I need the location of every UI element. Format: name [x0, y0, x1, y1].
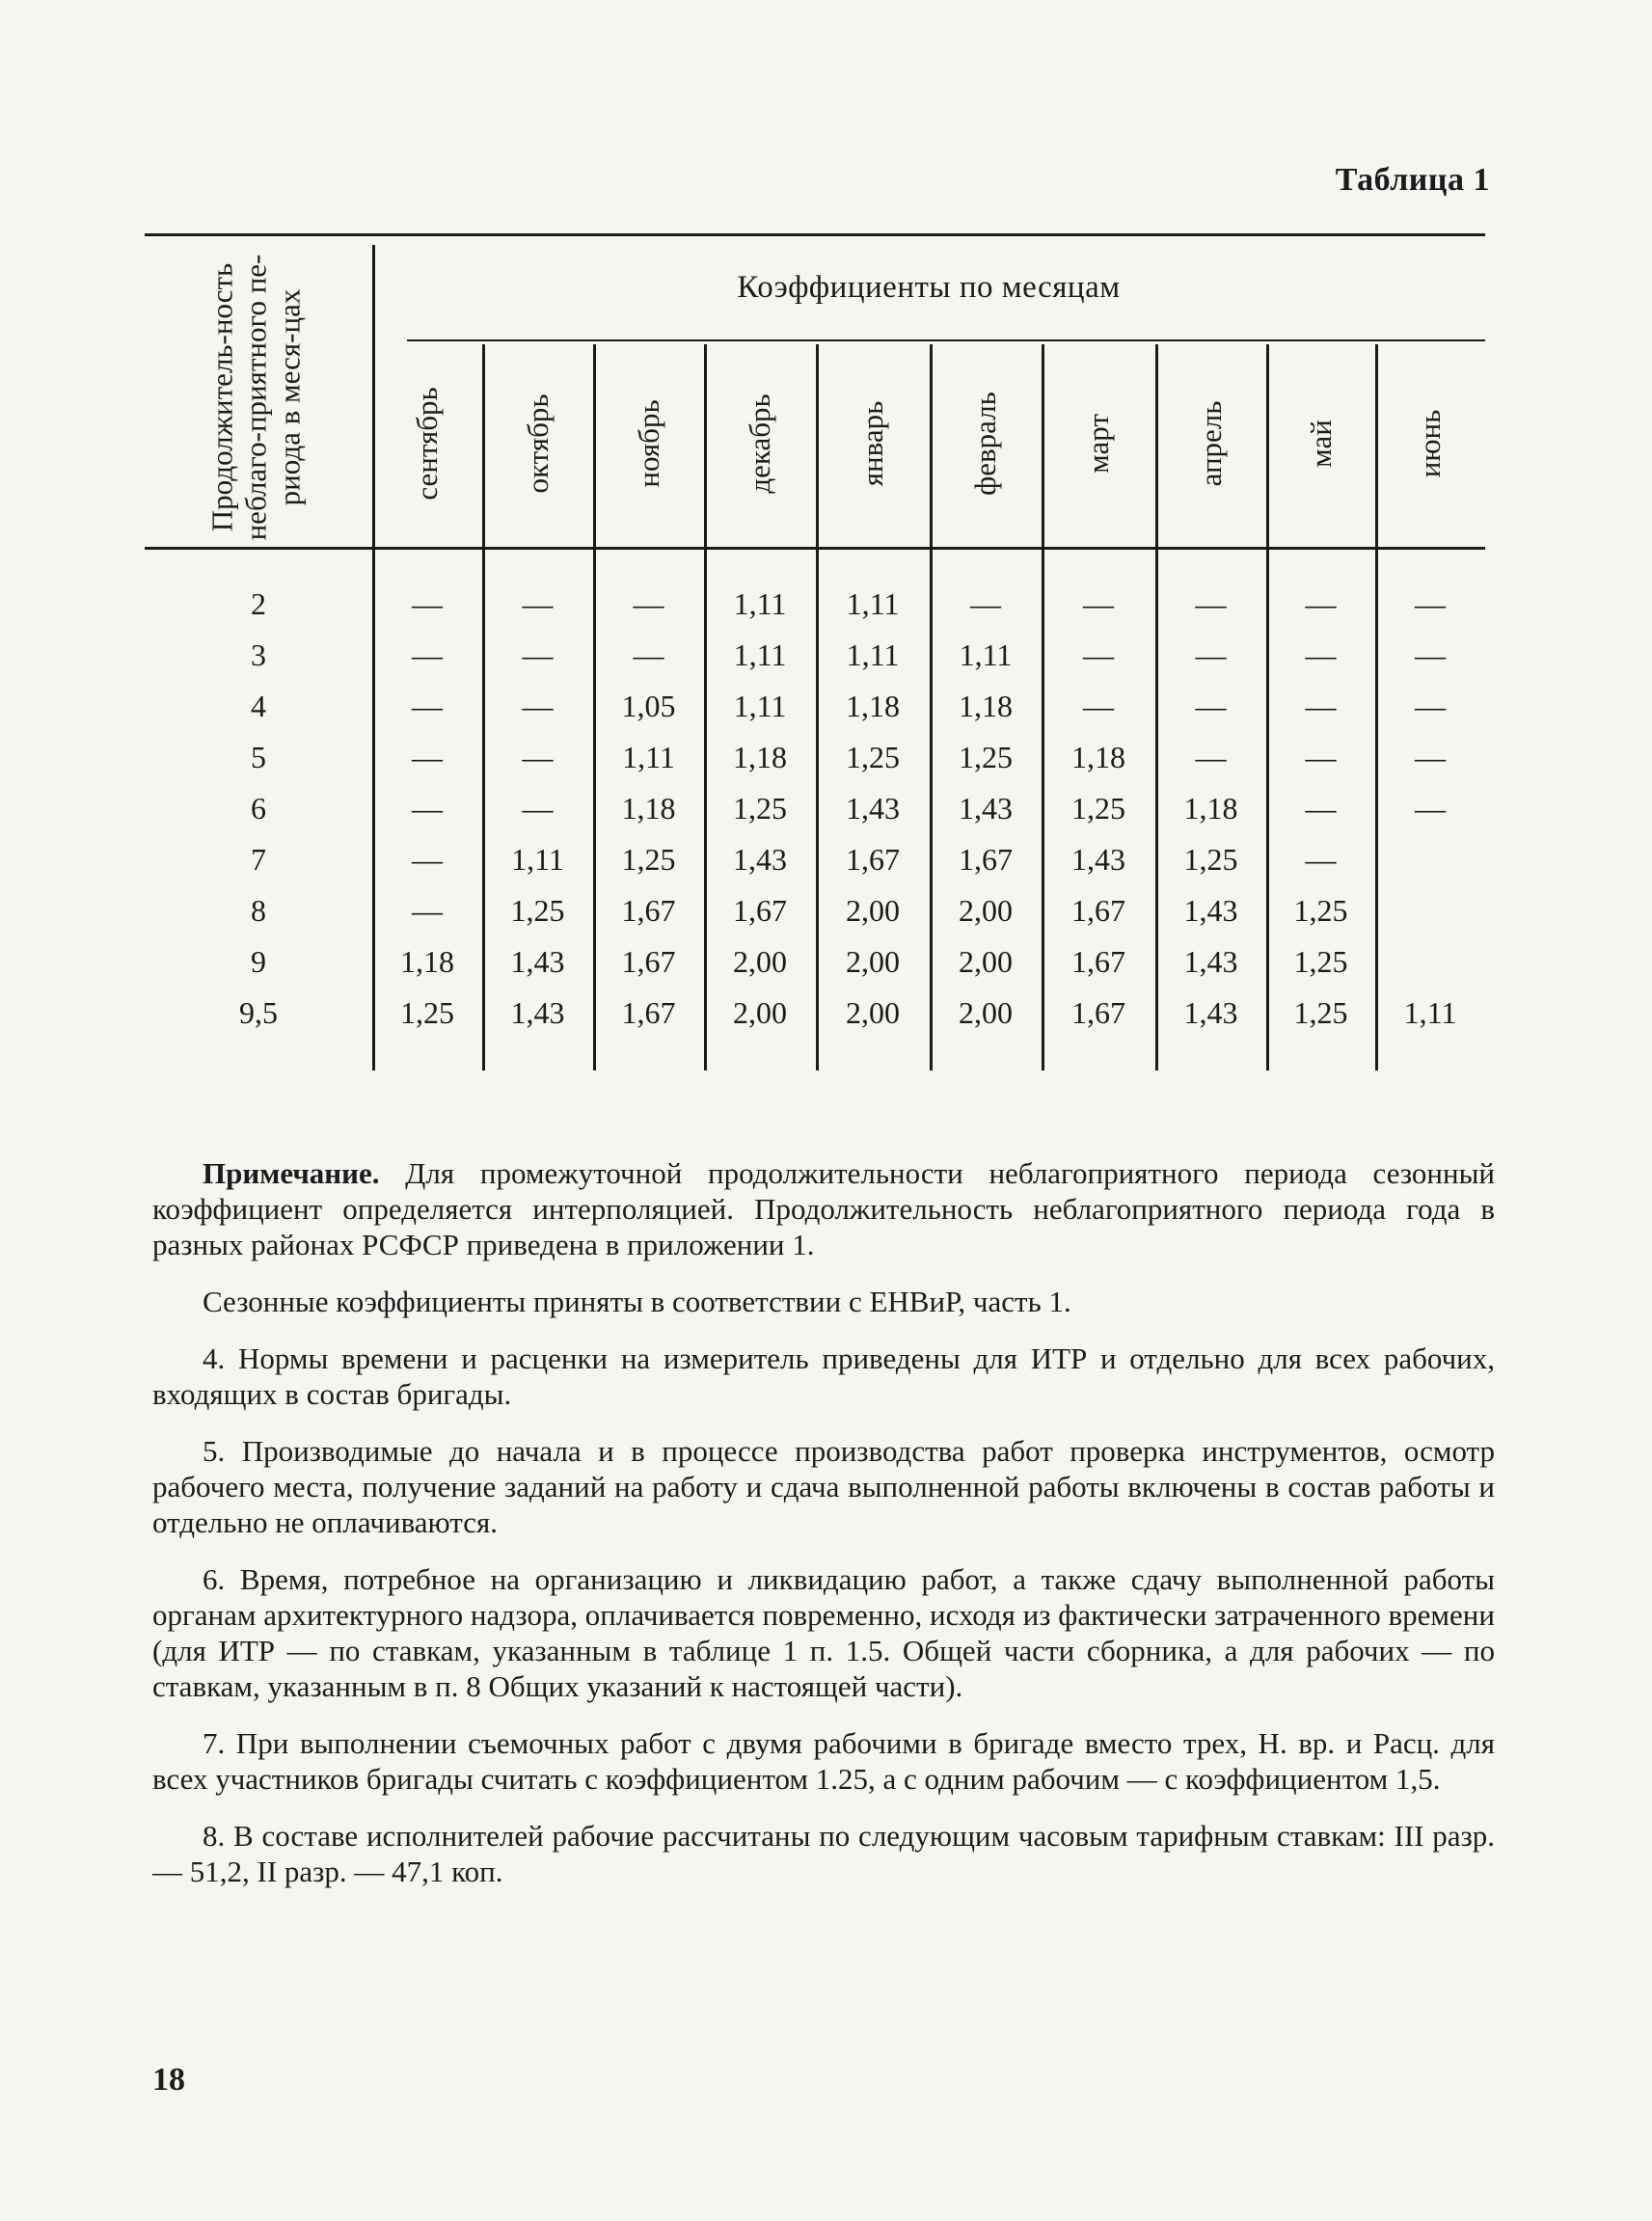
coefficient-cell: — [412, 791, 443, 826]
coefficient-cell: 1,43 [733, 842, 787, 877]
coefficient-cell: — [1305, 791, 1337, 826]
coefficient-cell: 1,25 [1293, 944, 1348, 979]
coefficient-cell: 1,43 [510, 944, 565, 979]
coefficient-cell: 2,00 [959, 995, 1013, 1030]
coefficient-cell: 1,67 [1071, 893, 1125, 928]
duration-cell: 9 [251, 944, 266, 979]
coefficient-cell: 1,25 [400, 995, 454, 1030]
coefficient-cell: 1,11 [622, 740, 675, 774]
seasonal-paragraph: Сезонные коэффициенты приняты в соответствии с ЕНВиР, часть 1. [203, 1285, 1071, 1318]
month-label: декабрь [743, 393, 776, 494]
coefficients-table [145, 233, 1485, 1082]
coefficient-cell: 1,18 [846, 689, 900, 723]
coefficient-cell: 1,11 [733, 689, 787, 723]
month-label: октябрь [520, 393, 555, 493]
coefficient-cell: 1,11 [959, 637, 1013, 672]
month-header [482, 344, 593, 542]
paragraph-4: 4. Нормы времени и расценки на измеритель приведены для ИТР и отдельно для всех рабочих, входящих в состав бригады. [152, 1341, 1495, 1411]
month-label: май [1303, 419, 1338, 468]
coefficient-cell: — [1415, 740, 1446, 774]
coefficient-cell [1375, 834, 1485, 885]
table-row [145, 732, 1485, 783]
coefficient-cell: 1,25 [1071, 791, 1125, 826]
month-label: февраль [968, 391, 1002, 496]
coefficient-cell [1375, 936, 1485, 988]
coefficient-cell: 1,67 [621, 893, 676, 928]
coefficient-cell: 1,18 [400, 944, 454, 979]
table-row [145, 885, 1485, 936]
coefficient-cell: 1,67 [733, 893, 787, 928]
coefficient-cell: — [970, 586, 1001, 621]
coefficient-cell: 1,11 [846, 637, 900, 672]
coefficient-cell: 1,05 [621, 689, 676, 723]
month-label: март [1081, 413, 1115, 474]
month-label: апрель [1193, 400, 1228, 486]
coefficient-cell: 1,67 [1071, 944, 1125, 979]
coefficient-cell: — [1415, 791, 1446, 826]
coefficient-cell: — [522, 637, 554, 672]
month-header [372, 344, 482, 542]
coefficient-cell: 1,11 [733, 586, 787, 621]
coefficient-cell: 1,67 [621, 944, 676, 979]
table-top-rule [145, 233, 1485, 236]
coefficient-cell: — [1305, 637, 1337, 672]
note-text: Для промежуточной продолжительности неблагоприятного периода сезонный коэффициент определяется интерполяцией. Продолжительность неблагоприятного периода года в разных районах РСФСР приведена в приложении 1. [152, 1156, 1495, 1261]
coefficient-cell: 2,00 [959, 893, 1013, 928]
coefficient-cell: 1,18 [621, 791, 676, 826]
coefficient-cell: — [1305, 586, 1337, 621]
coefficient-cell: 1,67 [1071, 995, 1125, 1030]
coefficient-cell: — [1415, 637, 1446, 672]
month-header [1155, 344, 1266, 542]
duration-cell: 4 [251, 689, 266, 723]
table-row [145, 936, 1485, 988]
note-label: Примечание. [203, 1156, 380, 1190]
duration-cell: 2 [251, 586, 266, 621]
month-header [816, 344, 930, 542]
coefficient-cell: — [1305, 689, 1337, 723]
table-row [145, 579, 1485, 630]
duration-cell: 5 [251, 740, 266, 774]
paragraph-6: 6. Время, потребное на организацию и ликвидацию работ, а также сдачу выполненной работы органам архитектурного надзора, оплачивается повременно, исходя из фактически затраченного времени (для ИТР — по ставкам, указанным в таблице 1 п. 1.5. Общей части сборника, а для рабочих — по ставкам, указанным в п. 8 Общих указаний к настоящей части). [152, 1562, 1495, 1703]
coefficient-cell: — [412, 740, 443, 774]
coefficient-cell: — [1415, 586, 1446, 621]
coefficient-cell: 1,25 [1293, 995, 1348, 1030]
coefficient-cell: 1,43 [959, 791, 1013, 826]
month-label: ноябрь [631, 398, 665, 488]
coefficient-cell: — [1415, 689, 1446, 723]
coefficient-cell: 1,67 [959, 842, 1013, 877]
coefficient-cell: 1,18 [1183, 791, 1238, 826]
coefficient-cell: 1,43 [1183, 893, 1238, 928]
table-row [145, 834, 1485, 885]
coefficient-cell: — [522, 740, 554, 774]
table-row [145, 783, 1485, 834]
coefficient-cell: — [412, 893, 443, 928]
month-header [1375, 344, 1485, 542]
coefficient-cell: 1,25 [1293, 893, 1348, 928]
coefficient-cell: 1,25 [733, 791, 787, 826]
month-header [593, 344, 704, 542]
notes-section [152, 1155, 1495, 1910]
coefficient-cell: 1,25 [846, 740, 900, 774]
note-paragraph [152, 1155, 1495, 1262]
coefficient-cell: 1,18 [1071, 740, 1125, 774]
coefficient-cell: — [522, 689, 554, 723]
duration-cell: 7 [251, 842, 266, 877]
coefficient-cell: 1,18 [959, 689, 1013, 723]
duration-cell: 3 [251, 637, 266, 672]
duration-header [145, 245, 366, 550]
coefficient-cell: — [1195, 740, 1227, 774]
coefficient-cell: — [412, 842, 443, 877]
coefficient-cell: — [1195, 637, 1227, 672]
coefficient-cell: — [1083, 637, 1114, 672]
coefficient-cell: 1,25 [510, 893, 565, 928]
coefficients-header: Коэффициенты по месяцам [737, 270, 1121, 305]
month-label: январь [855, 400, 889, 486]
month-label: сентябрь [410, 386, 444, 501]
month-header [1042, 344, 1155, 542]
coefficient-cell: 1,67 [621, 995, 676, 1030]
paragraph-7: 7. При выполнении съемочных работ с двумя рабочими в бригаде вместо трех, Н. вр. и Расц. для всех участников бригады считать с коэффициентом 1.25, а с одним рабочим — с коэффициентом 1,5. [152, 1726, 1495, 1796]
coefficient-cell [1375, 885, 1485, 936]
coefficient-cell: — [1083, 586, 1114, 621]
coefficient-cell: — [522, 586, 554, 621]
coefficient-cell: 1,25 [1183, 842, 1238, 877]
table-row [145, 630, 1485, 681]
month-header [704, 344, 816, 542]
coefficient-cell: 2,00 [733, 944, 787, 979]
coefficient-cell: 1,43 [1071, 842, 1125, 877]
month-header [1266, 344, 1375, 542]
coefficient-cell: — [633, 586, 664, 621]
coefficient-cell: 2,00 [846, 944, 900, 979]
coefficient-cell: 1,25 [621, 842, 676, 877]
coefficient-cell: 2,00 [846, 995, 900, 1030]
paragraph-5: 5. Производимые до начала и в процессе производства работ проверка инструментов, осмотр рабочего места, получение заданий на работу и сдача выполненной работы включены в состав работы и отдельно не оплачиваются. [152, 1434, 1495, 1539]
month-header [930, 344, 1042, 542]
coefficient-cell: 1,67 [846, 842, 900, 877]
coefficient-cell: — [412, 689, 443, 723]
duration-cell: 8 [251, 893, 266, 928]
table-caption: Таблица 1 [1335, 162, 1490, 198]
coefficient-cell: 1,43 [1183, 944, 1238, 979]
table-row [145, 681, 1485, 732]
coefficient-cell: — [412, 637, 443, 672]
duration-cell: 9,5 [239, 995, 278, 1030]
coefficient-cell: — [412, 586, 443, 621]
coefficient-cell: 1,43 [846, 791, 900, 826]
coefficient-cell: — [1195, 689, 1227, 723]
coefficient-cell: 1,25 [959, 740, 1013, 774]
coefficient-cell: — [1083, 689, 1114, 723]
coefficient-cell: 1,43 [510, 995, 565, 1030]
coefficient-cell: 1,11 [511, 842, 564, 877]
coefficient-cell: 1,11 [733, 637, 787, 672]
coefficient-cell: 2,00 [959, 944, 1013, 979]
page-number: 18 [152, 2062, 185, 2098]
coefficient-cell: — [633, 637, 664, 672]
paragraph-8: 8. В составе исполнителей рабочие рассчитаны по следующим часовым тарифным ставкам: III разр. — 51,2, II разр. — 47,1 коп. [152, 1819, 1495, 1888]
coefficient-cell: 1,11 [846, 586, 900, 621]
coefficient-cell: 1,18 [733, 740, 787, 774]
table-row [145, 988, 1485, 1039]
coefficient-cell: — [1305, 842, 1337, 877]
coefficient-cell: — [1195, 586, 1227, 621]
month-label: июнь [1413, 409, 1447, 477]
coefficient-cell: 2,00 [846, 893, 900, 928]
coefficient-cell: 1,43 [1183, 995, 1238, 1030]
coef-header-rule [407, 339, 1485, 341]
duration-header-label: Продолжитель-ность неблаго-приятного пе-риода в меся-цах [204, 254, 307, 541]
coefficient-cell: — [522, 791, 554, 826]
coefficient-cell: 1,11 [1403, 995, 1457, 1030]
coefficient-cell: — [1305, 740, 1337, 774]
coefficient-cell: 2,00 [733, 995, 787, 1030]
duration-cell: 6 [251, 791, 266, 826]
